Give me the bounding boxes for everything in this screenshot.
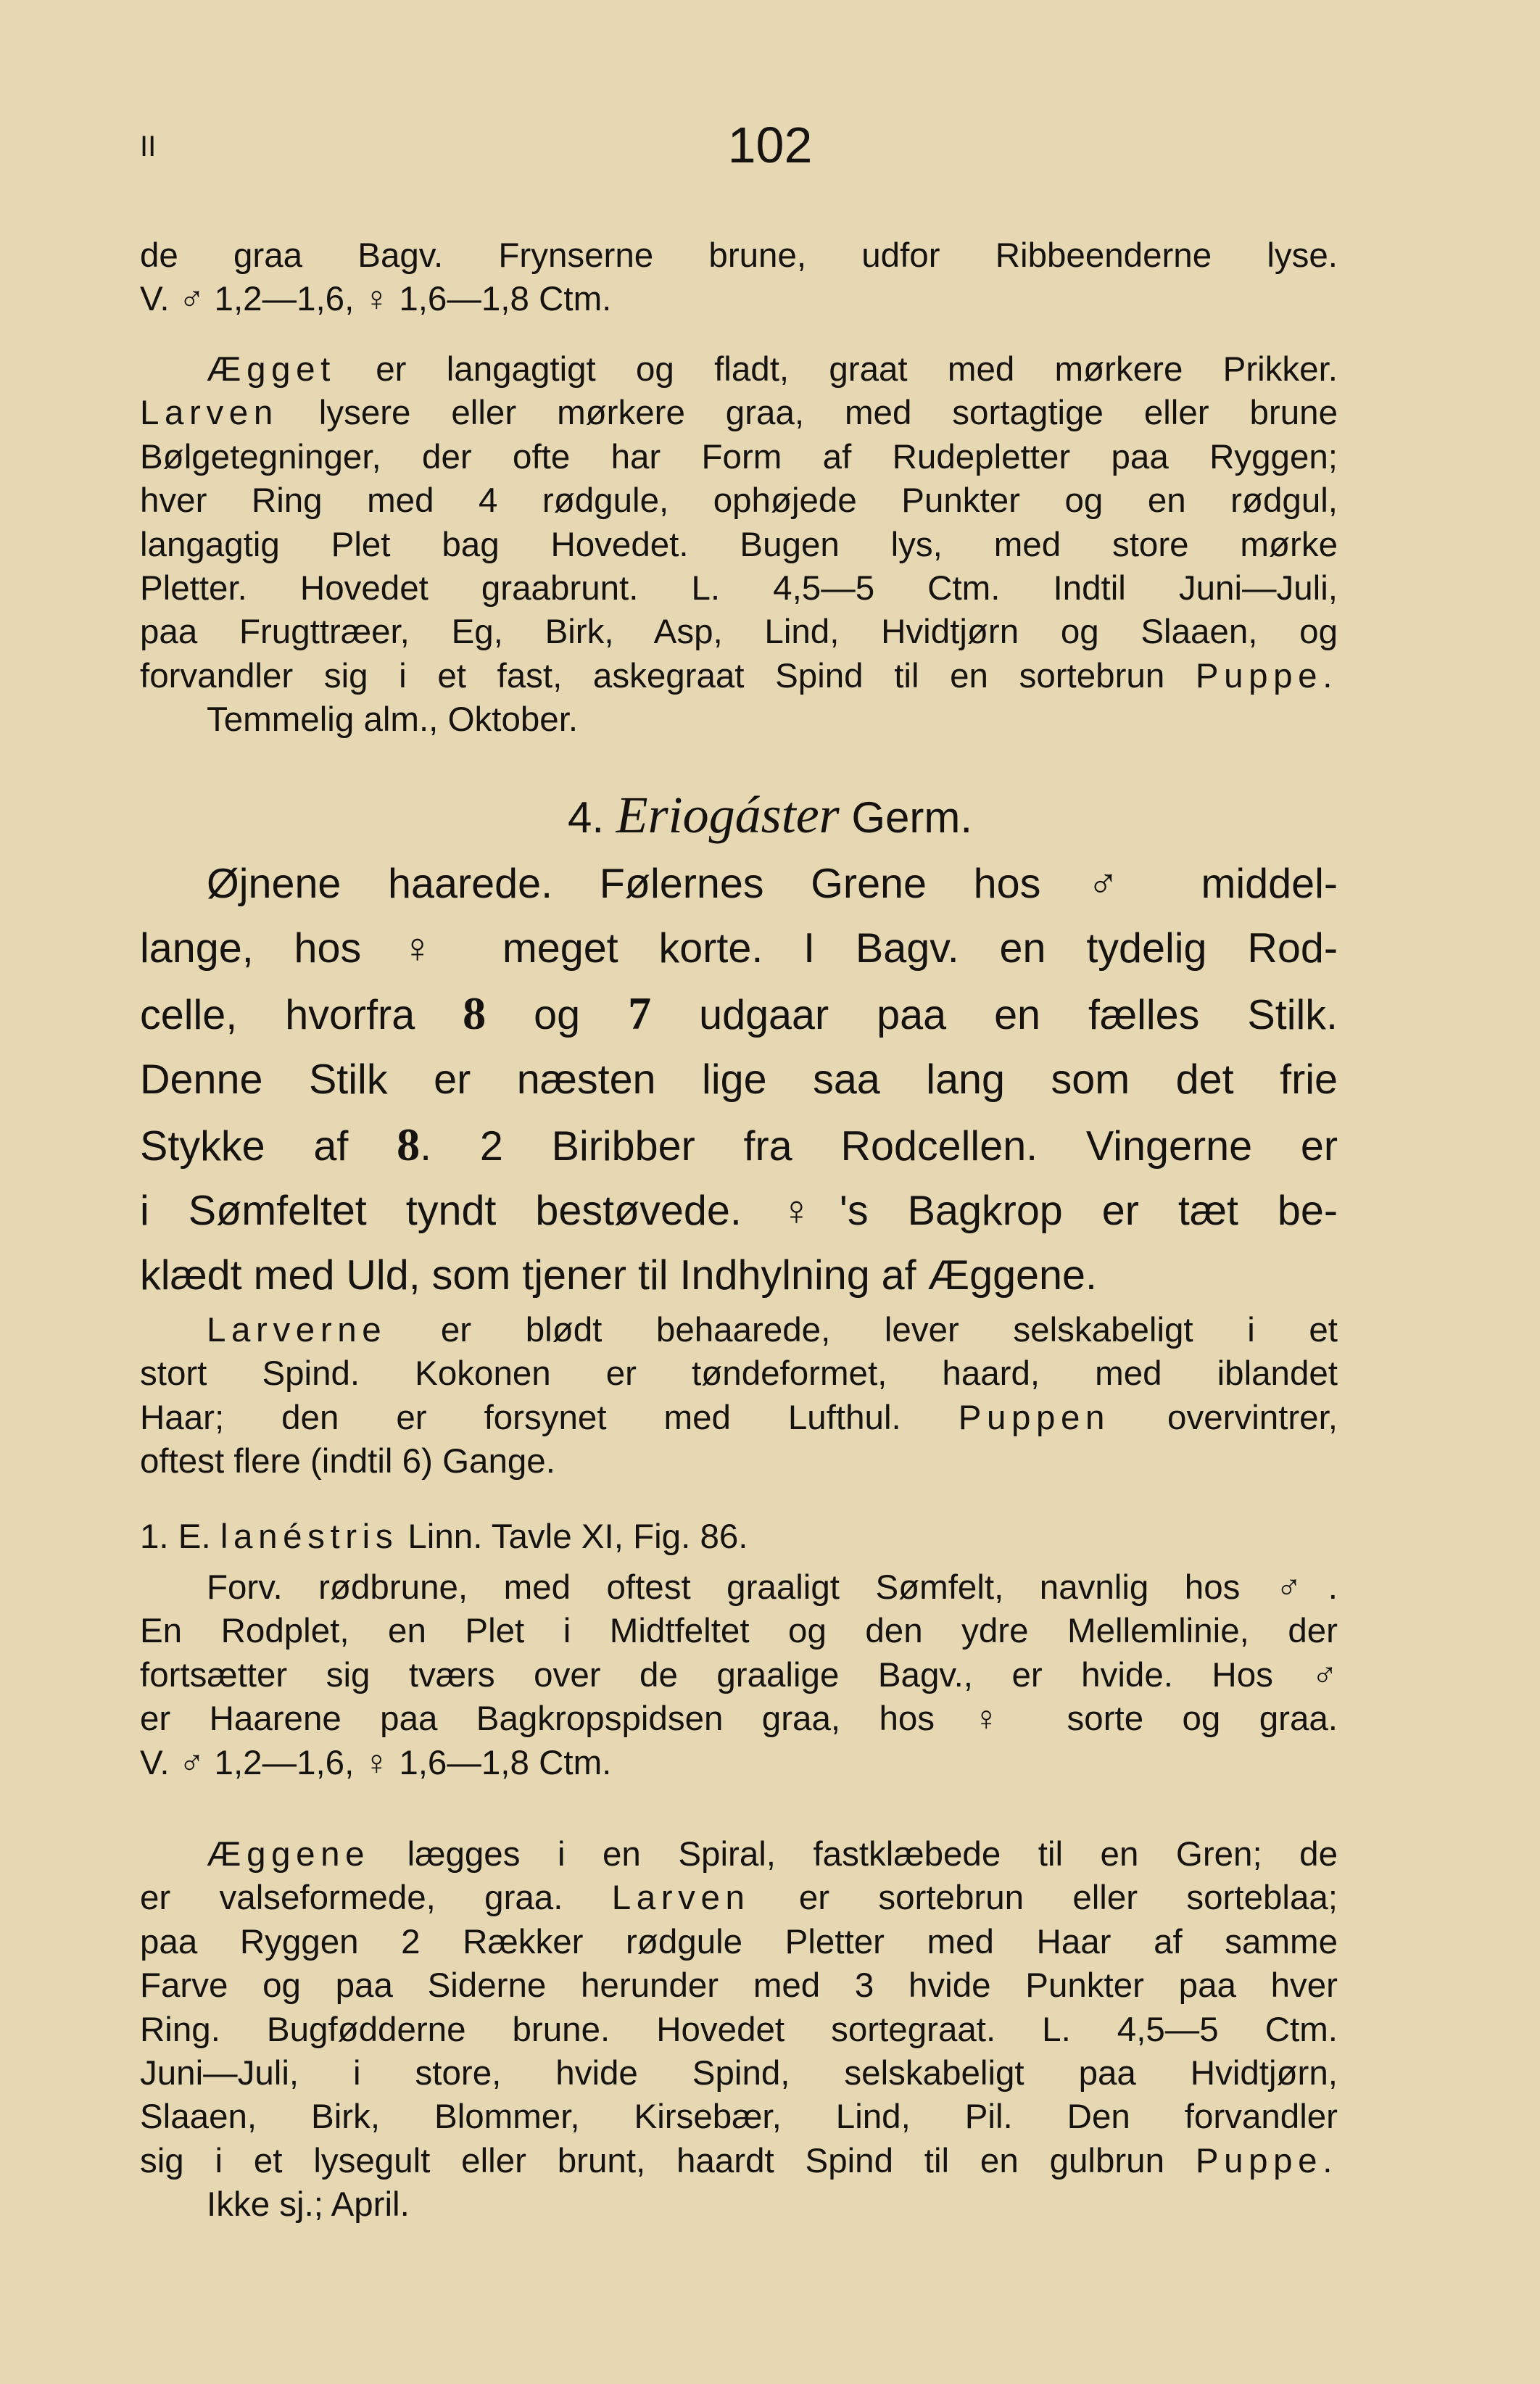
vein-number: 8: [463, 988, 487, 1039]
text-run: forvandler sig i et fast, askegraat Spind til en sortebrun: [140, 656, 1196, 695]
text-line: [140, 1309, 1338, 1352]
text-line: En Rodplet, en Plet i Midtfeltet og den ydre Mellemlinie, der: [140, 1612, 1338, 1651]
text-line: [140, 1833, 1338, 1876]
text-line: [140, 1396, 1338, 1440]
genus-name: Eriogáster: [616, 786, 840, 844]
species-heading: [140, 1515, 1338, 1559]
genus-author: Germ.: [851, 793, 973, 842]
text-line: [140, 1515, 1338, 1559]
text-line: hver Ring med 4 rødgule, ophøjede Punkter og en rødgul,: [140, 481, 1338, 521]
text-line: stort Spind. Kokonen er tøndeformet, haard, med iblandet: [140, 1354, 1338, 1394]
text-run: er valseformede, graa.: [140, 1879, 612, 1918]
text-run: sig i et lysegult eller brunt, haardt Spind til en gulbrun: [140, 2141, 1196, 2180]
text-line: Farve og paa Siderne herunder med 3 hvide Punkter paa hver: [140, 1966, 1338, 2006]
spaced-term: Puppe.: [1195, 2141, 1338, 2180]
text-line: langagtig Plet bag Hovedet. Bugen lys, med store mørke: [140, 525, 1338, 564]
genus-number: 4.: [567, 793, 604, 842]
text-line: Pletter. Hovedet graabrunt. L. 4,5—5 Ctm. Indtil Juni—Juli,: [140, 569, 1338, 608]
text-line: paa Ryggen 2 Rækker rødgule Pletter med Haar af samme: [140, 1922, 1338, 1961]
genus-description: [140, 852, 1338, 1308]
text-line: Denne Stilk er næsten lige saa lang som det frie: [140, 1056, 1338, 1103]
spaced-term: Larverne: [207, 1311, 387, 1349]
spaced-term: Larven: [140, 394, 278, 433]
text-line: [140, 655, 1338, 698]
section-number: II: [140, 131, 157, 162]
text-line: [140, 1112, 1338, 1179]
text-line: Temmelig alm., Oktober.: [207, 700, 579, 740]
text-line: i Sømfeltet tyndt bestøvede. ♀'s Bagkrop er tæt be-: [140, 1188, 1338, 1234]
text-line: de graa Bagv. Frynserne brune, udfor Ribbeenderne lyse.: [140, 236, 1338, 275]
text-run: lægges i en Spiral, fastklæbede til en Gren; de: [370, 1835, 1338, 1874]
text-line: Forv. rødbrune, med oftest graaligt Sømfelt, navnlig hos ♂.: [207, 1568, 1338, 1607]
text-line: [140, 348, 1338, 392]
text-run: overvintrer,: [1110, 1398, 1338, 1437]
spaced-term: Ægget: [207, 350, 336, 389]
text-line: Bølgetegninger, der ofte har Form af Rudepletter paa Ryggen;: [140, 437, 1338, 476]
species-description: [140, 1566, 1338, 1785]
text-run: Haar; den er forsynet med Lufthul.: [140, 1398, 959, 1437]
text-line: [140, 1876, 1338, 1920]
spaced-term: Puppen: [958, 1398, 1111, 1437]
text-run: . 2 Biribber fra Rodcellen. Vingerne er: [420, 1123, 1338, 1170]
text-run: udgaar paa en fælles Stilk.: [651, 992, 1338, 1038]
text-line: [140, 2140, 1338, 2183]
species-name: lanéstris: [220, 1518, 399, 1556]
species-number: 1. E.: [140, 1518, 211, 1556]
text-run: Stykke af: [140, 1123, 397, 1170]
text-line: Slaaen, Birk, Blommer, Kirsebær, Lind, Pil. Den forvandler: [140, 2098, 1338, 2137]
paragraph-continuation: [140, 234, 1338, 322]
text-line: paa Frugttræer, Eg, Birk, Asp, Lind, Hvidtjørn og Slaaen, og: [140, 613, 1338, 652]
paragraph-larvae: [140, 1309, 1338, 1484]
vein-number: 8: [397, 1119, 421, 1170]
spaced-term: Æggene: [207, 1835, 370, 1874]
text-run: er blødt behaarede, lever selskabeligt i et: [386, 1311, 1338, 1349]
spaced-term: Puppe.: [1195, 656, 1338, 695]
text-line: V. ♂ 1,2—1,6, ♀ 1,6—1,8 Ctm.: [140, 1743, 612, 1782]
vein-number: 7: [628, 988, 652, 1039]
spaced-term: Larven: [611, 1879, 750, 1918]
text-line: Ring. Bugfødderne brune. Hovedet sortegraat. L. 4,5—5 Ctm.: [140, 2010, 1338, 2049]
text-run: celle, hvorfra: [140, 992, 463, 1038]
text-line: fortsætter sig tværs over de graalige Bagv., er hvide. Hos ♂: [140, 1655, 1338, 1694]
text-run: er sortebrun eller sorteblaa;: [750, 1879, 1338, 1918]
text-line: V. ♂ 1,2—1,6, ♀ 1,6—1,8 Ctm.: [140, 280, 612, 319]
text-run: er langagtigt og fladt, graat med mørkere Prikker.: [335, 350, 1338, 389]
text-line: Ikke sj.; April.: [207, 2185, 410, 2224]
text-line: oftest flere (indtil 6) Gange.: [140, 1442, 555, 1481]
text-line: Juni—Juli, i store, hvide Spind, selskabeligt paa Hvidtjørn,: [140, 2054, 1338, 2093]
paragraph-egg-larva: [140, 348, 1338, 742]
page-number: 102: [727, 117, 813, 173]
text-line: er Haarene paa Bagkropspidsen graa, hos ♀ sorte og graa.: [140, 1700, 1338, 1739]
text-line: lange, hos ♀ meget korte. I Bagv. en tydelig Rod-: [140, 925, 1338, 972]
species-lifecycle: [140, 1833, 1338, 2227]
text-line: [140, 392, 1338, 435]
species-reference: Linn. Tavle XI, Fig. 86.: [398, 1518, 748, 1556]
genus-heading: [0, 785, 1540, 845]
text-line: [140, 981, 1338, 1048]
text-line: klædt med Uld, som tjener til Indhylning af Æggene.: [140, 1252, 1097, 1299]
text-line: Øjnene haarede. Følernes Grene hos ♂ middel-: [207, 861, 1338, 907]
text-run: og: [486, 992, 629, 1038]
text-run: lysere eller mørkere graa, med sortagtige eller brune: [278, 394, 1338, 433]
